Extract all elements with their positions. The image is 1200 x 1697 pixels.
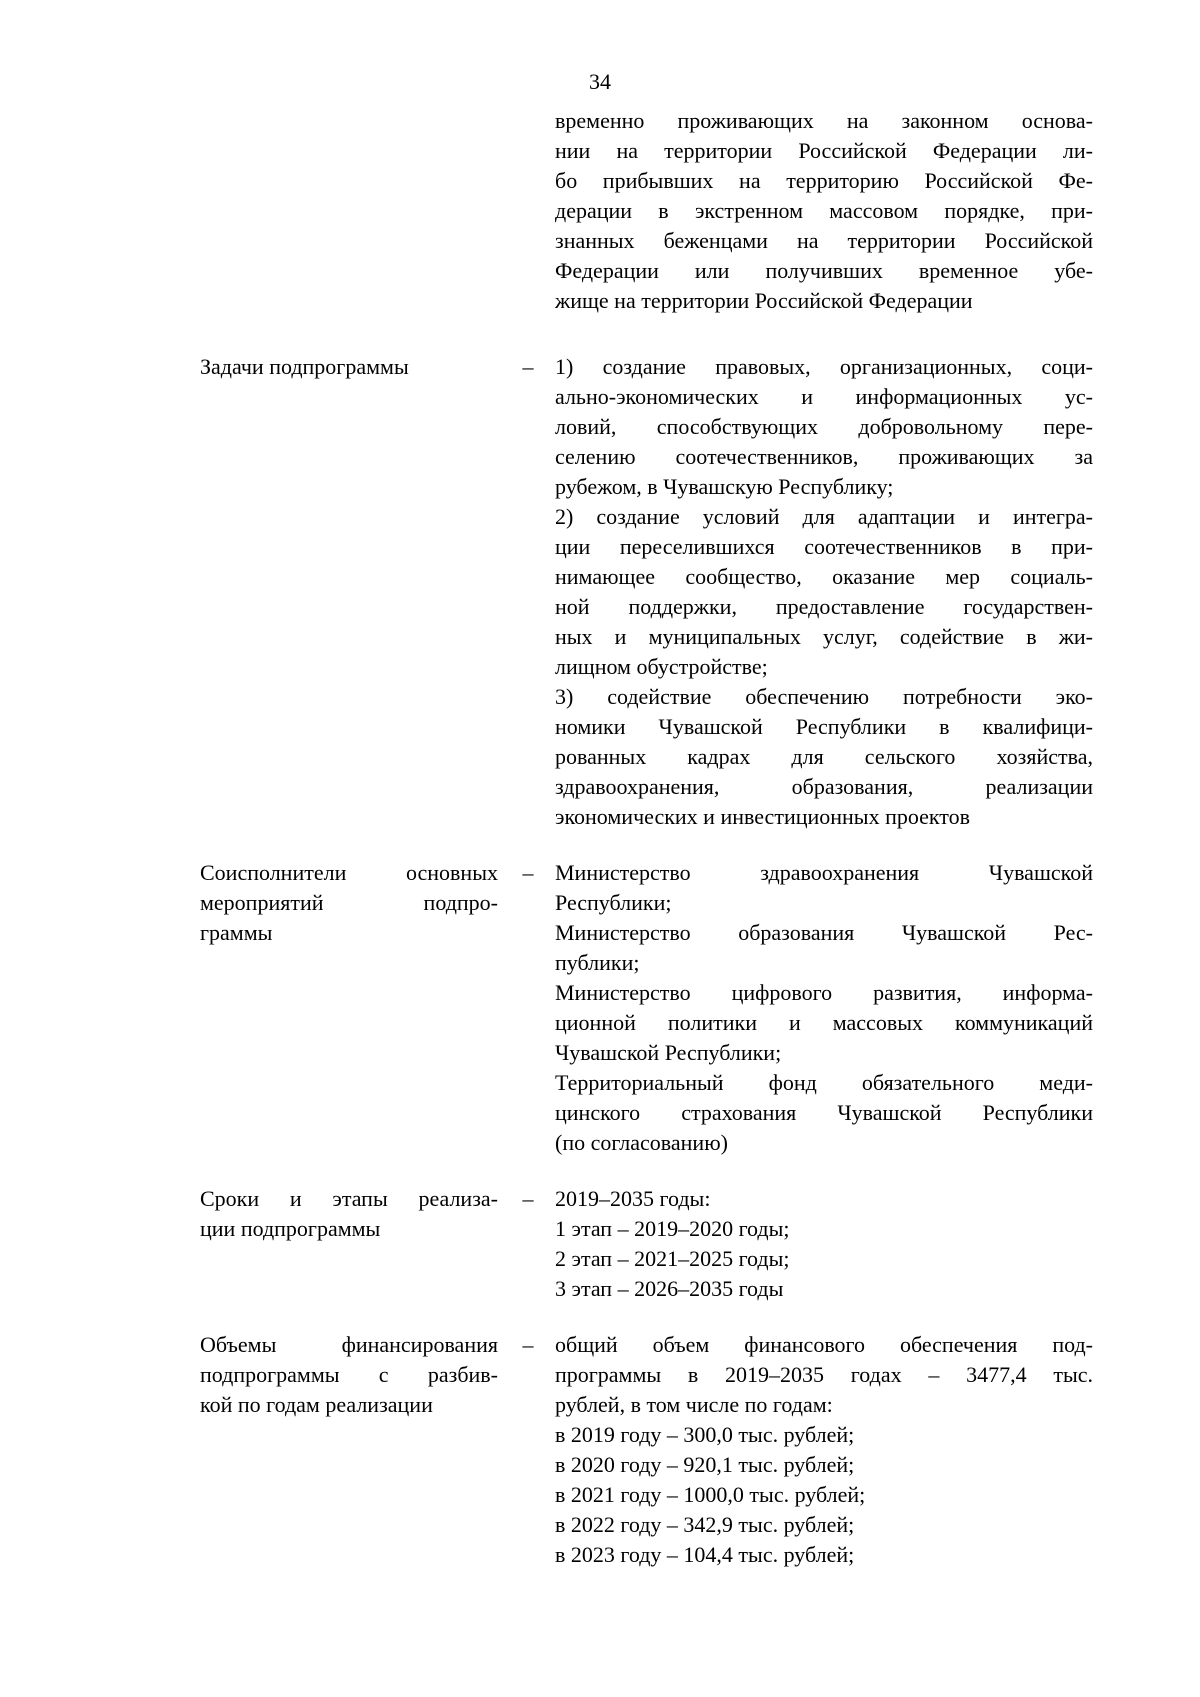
label-line: ции подпрограммы (200, 1216, 381, 1241)
text-line: номики Чувашской Республики в квалифици- (555, 714, 1093, 739)
text-line: Республики; (555, 890, 672, 915)
section-label (200, 352, 498, 382)
label-line: Сроки и этапы реализа- (200, 1186, 498, 1211)
text-line: ции переселившихся соотечественников в при- (555, 534, 1093, 559)
text-line: цинского страхования Чувашской Республики (555, 1100, 1093, 1125)
text-line: 3) содействие обеспечению потребности эко- (555, 684, 1093, 709)
text-line: ных и муниципальных услуг, содействие в жи- (555, 624, 1093, 649)
text-line: публики; (555, 950, 640, 975)
text-line: 2) создание условий для адаптации и интегра- (555, 504, 1093, 529)
text-line: (по согласованию) (555, 1130, 728, 1155)
section-dash: – (522, 1332, 534, 1357)
text-line: селению соотечественников, проживающих за (555, 444, 1093, 469)
text-line: 1) создание правовых, организационных, соци- (555, 354, 1093, 379)
text-line: в 2019 году – 300,0 тыс. рублей; (555, 1422, 855, 1447)
text-line: 1 этап – 2019–2020 годы; (555, 1216, 790, 1241)
text-line: ловий, способствующих добровольному пере- (555, 414, 1093, 439)
text-line: в 2023 году – 104,4 тыс. рублей; (555, 1542, 855, 1567)
text-line: в 2021 году – 1000,0 тыс. рублей; (555, 1482, 866, 1507)
section-content (555, 352, 1093, 832)
section-label (200, 1184, 498, 1244)
text-line: рованных кадрах для сельского хозяйства, (555, 744, 1093, 769)
label-line: мероприятий подпро- (200, 890, 498, 915)
intro-text (555, 106, 1093, 316)
text-line: ционной политики и массовых коммуникаций (555, 1010, 1093, 1035)
text-line: в 2020 году – 920,1 тыс. рублей; (555, 1452, 855, 1477)
label-line: Соисполнители основных (200, 860, 498, 885)
label-line: подпрограммы с разбив- (200, 1362, 498, 1387)
text-line: Территориальный фонд обязательного меди- (555, 1070, 1093, 1095)
text-line: 3 этап – 2026–2035 годы (555, 1276, 784, 1301)
section-label (200, 858, 498, 948)
text-line: общий объем финансового обеспечения под- (555, 1332, 1093, 1357)
text-line: лищном обустройстве; (555, 654, 768, 679)
text-line: нии на территории Российской Федерации ли- (555, 138, 1093, 163)
text-line: в 2022 году – 342,9 тыс. рублей; (555, 1512, 855, 1537)
section-dash: – (522, 860, 534, 885)
page-number: 34 (589, 69, 611, 94)
label-line: кой по годам реализации (200, 1392, 433, 1417)
label-line: граммы (200, 920, 273, 945)
label-line: Задачи подпрограммы (200, 354, 409, 379)
section-content (555, 858, 1093, 1158)
text-line: здравоохранения, образования, реализации (555, 774, 1093, 799)
text-line: программы в 2019–2035 годах – 3477,4 тыс. (555, 1362, 1093, 1387)
text-line: 2 этап – 2021–2025 годы; (555, 1246, 790, 1271)
text-line: Министерство цифрового развития, информа- (555, 980, 1093, 1005)
text-line: временно проживающих на законном основа- (555, 108, 1093, 133)
text-line: знанных беженцами на территории Российской (555, 228, 1093, 253)
section-content (555, 1330, 1093, 1570)
text-line: ной поддержки, предоставление государствен- (555, 594, 1093, 619)
section-content (555, 1184, 1093, 1304)
text-line: Министерство здравоохранения Чувашской (555, 860, 1093, 885)
text-line: ально-экономических и информационных ус- (555, 384, 1093, 409)
text-line: экономических и инвестиционных проектов (555, 804, 971, 829)
text-line: дерации в экстренном массовом порядке, при- (555, 198, 1093, 223)
text-line: Федерации или получивших временное убе- (555, 258, 1093, 283)
text-line: рубежом, в Чувашскую Республику; (555, 474, 894, 499)
text-line: бо прибывших на территорию Российской Фе- (555, 168, 1093, 193)
section-label (200, 1330, 498, 1420)
text-line: жище на территории Российской Федерации (555, 288, 973, 313)
text-line: Чувашской Республики; (555, 1040, 782, 1065)
section-dash: – (522, 1186, 534, 1211)
text-line: 2019–2035 годы: (555, 1186, 711, 1211)
text-line: рублей, в том числе по годам: (555, 1392, 833, 1417)
text-line: нимающее сообщество, оказание мер социаль- (555, 564, 1093, 589)
label-line: Объемы финансирования (200, 1332, 498, 1357)
text-line: Министерство образования Чувашской Рес- (555, 920, 1093, 945)
section-dash: – (522, 354, 534, 379)
